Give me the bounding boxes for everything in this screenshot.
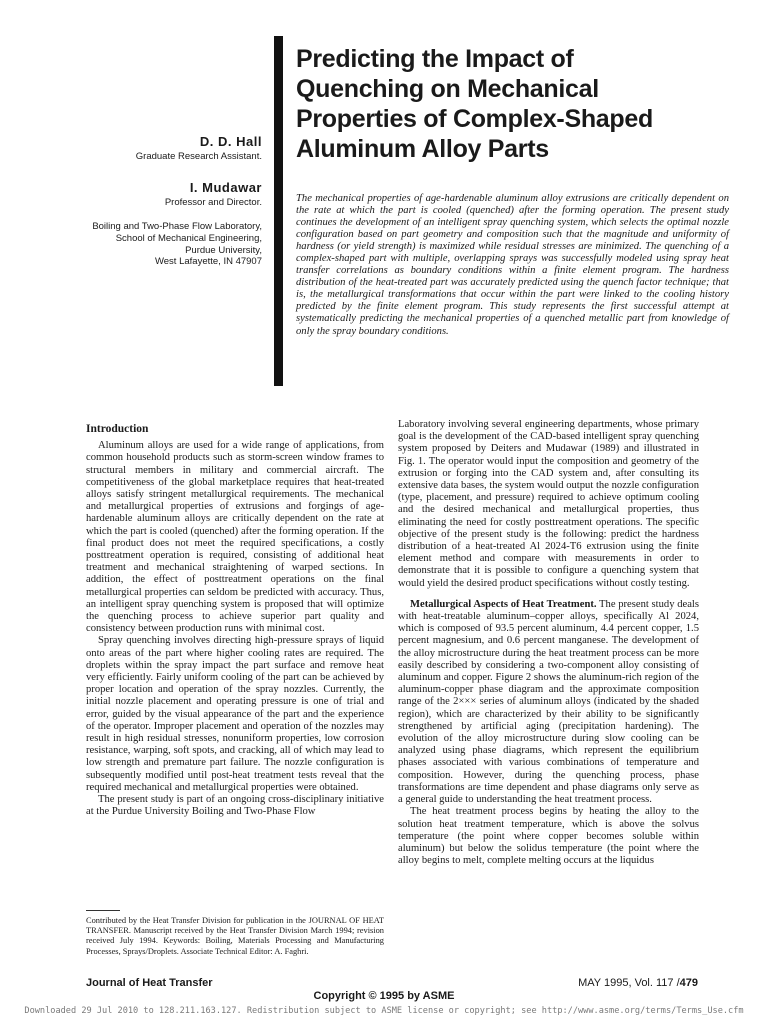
left-column (86, 423, 384, 819)
footnote-rule (86, 910, 120, 911)
abstract: The mechanical properties of age-hardenable aluminum alloy extrusions are critically dependent on the rate at which the part is cooled (quenched) after the forming operation. The present study continues the development of an intelligent spray quenching system, which selects the optimal nozzle configuration based on part geometry and composition such that the magnitude and uniformity of hardness (or yield strength) is maximized while residual stresses are minimized. The quenching of a complex-shaped part with multiple, overlapping sprays was successfully modeled using spray heat transfer correlations as boundary conditions within a finite element program. The hardness distribution of the heat-treated part was accurately predicted using the quench factor technique; that is, the metallurgical transformations that occur within the part were linked to the cooling history predicted by the finite element program. This study represents the first successful attempt at systematically predicting the mechanical properties of a quenched metallic part from knowledge of only the spray boundary conditions. (296, 193, 729, 337)
paragraph: The present study is part of an ongoing cross-disciplinary initiative at the Purdue University Boiling and Two-Phase Flow (86, 794, 384, 818)
issue-text: MAY 1995, Vol. 117 / (578, 977, 680, 989)
issue-info (578, 977, 698, 989)
download-notice: Downloaded 29 Jul 2010 to 128.211.163.127. Redistribution subject to ASME license or copyright; see http://www.asme.org/terms/Terms_Use.cfm (24, 1006, 744, 1016)
page-number: 479 (679, 977, 698, 989)
paragraph-text: The present study deals with heat-treatable aluminum–copper alloys, specifically Al 2024, which is composed of 93.5 percent aluminum, 4.4 percent copper, 1.5 percent magnesium, and 0.6 percent manganese. The development of the alloy microstructure during the heat treatment process can be more easily described by considering a two-component alloy consisting of aluminum and copper. Figure 2 shows the aluminum-rich region of the aluminum-copper phase diagram and the approximate composition range of the 2××× series of aluminum alloys (indicated by the shaded region), which are characterized by their ability to be significantly strengthened by artificial aging (precipitation hardening). The evolution of the alloy microstructure during slow cooling can be analyzed using phase diagrams, which represent the equilibrium phases associated with various combinations of temperature and composition. However, during the quenching process, phase transformations are time dependent and phase diagrams only serve as a general guide to understanding the heat treatment process. (398, 598, 699, 806)
author-role: Graduate Research Assistant. (135, 151, 262, 162)
author-block (2, 134, 262, 268)
paragraph: Aluminum alloys are used for a wide range of applications, from common household products such as storm-screen window frames to structural members in military and commercial aircraft. The competitiveness of the global marketplace requires that heat-treated alloys satisfy stringent metallurgical requirements. The mechanical and metallurgical properties of extrusions and forgings of age-hardenable aluminum alloys are critically dependent on the rate at which the part is cooled (quenched) after the forming operation. If the final product does not meet the required specifications, a costly posttreatment operation is required, consisting of additional heat treatment and mechanical straightening of warped sections. In addition, the effect of posttreatment operations on the final metallurgical properties can seldom be predicted with accuracy. Thus, an intelligent spray quenching system is proposed that will optimize the quenching process to achieve superior part quality and consistency between production runs with minimal cost. (86, 440, 384, 635)
subsection-heading: Metallurgical Aspects of Heat Treatment. (410, 598, 597, 610)
paper-title (296, 44, 736, 164)
author-name: D. D. Hall (199, 134, 262, 149)
paragraph: Laboratory involving several engineering departments, whose primary goal is the development of the CAD-based intelligent spray quenching system proposed by Deiters and Mudawar (1989) and illustrated in Fig. 1. The operator would input the composition and geometry of the extrusion or forging into the CAD system and, after consulting its extensive data bases, the system would output the nozzle configuration (type, placement, and pressure) required to achieve optimum cooling and the desired mechanical and metallurgical properties, thus eliminating the need for costly posttreatment operations. The specific objective of the present study is the following: predict the hardness distribution of a heat-treated Al 2024-T6 extrusion using the finite element method and compare with measurements in order to demonstrate that it is possible to configure a quenching system that would yield the desired product specifications without costly testing. (398, 419, 699, 589)
paragraph (398, 599, 699, 806)
author-role: Professor and Director. (164, 197, 262, 208)
affiliation (2, 221, 262, 268)
affiliation-line: School of Mechanical Engineering, (115, 232, 262, 244)
title-line: Quenching on Mechanical (296, 75, 599, 103)
paragraph: The heat treatment process begins by heating the alloy to the solution heat treatment temperature, which is above the solvus temperature (the point where copper becomes soluble within aluminum) but below the solidus temperature (the point where the alloy begins to melt, complete melting occurs at the liquidus (398, 806, 699, 867)
copyright: Copyright © 1995 by ASME (313, 990, 455, 1002)
section-heading: Introduction (86, 423, 149, 435)
title-rule (274, 36, 283, 386)
author-name: I. Mudawar (189, 180, 262, 195)
title-line: Aluminum Alloy Parts (296, 135, 549, 163)
footnote: Contributed by the Heat Transfer Division for publication in the JOURNAL OF HEAT TRANSFER. Manuscript received by the Heat Transfer Division March 1994; revision received July 1994. Keywords: Boiling, Materials Processing and Manufacturing Processes, Sprays/Droplets. Associate Technical Editor: A. Faghri. (86, 916, 384, 956)
affiliation-line: Boiling and Two-Phase Flow Laboratory, (92, 221, 262, 232)
affiliation-line: West Lafayette, IN 47907 (154, 256, 262, 268)
title-line: Predicting the Impact of (296, 45, 574, 73)
paragraph: Spray quenching involves directing high-pressure sprays of liquid onto areas of the part where higher cooling rates are required. The droplets within the spray impact the part surface and remove heat very efficiently. Fairly uniform cooling of the part can be achieved by proper location and operation of the spray nozzles. Currently, the initial nozzle placement and operating pressure is one of trial and error, guided by the visual appearance of the part and the experience of the operator. Improper placement and operation of the nozzles may result in high residual stresses, nonuniform properties, low corrosion resistance, warping, soft spots, and cracking, all of which may lead to low strength and premature part failure. The nozzle configuration is subsequently modified until post-heat treatment tests reveal that the required mechanical and metallurgical properties were obtained. (86, 635, 384, 793)
title-line: Properties of Complex-Shaped (296, 105, 653, 133)
right-column (398, 419, 699, 867)
affiliation-line: Purdue University, (185, 244, 262, 256)
journal-name: Journal of Heat Transfer (86, 977, 213, 989)
